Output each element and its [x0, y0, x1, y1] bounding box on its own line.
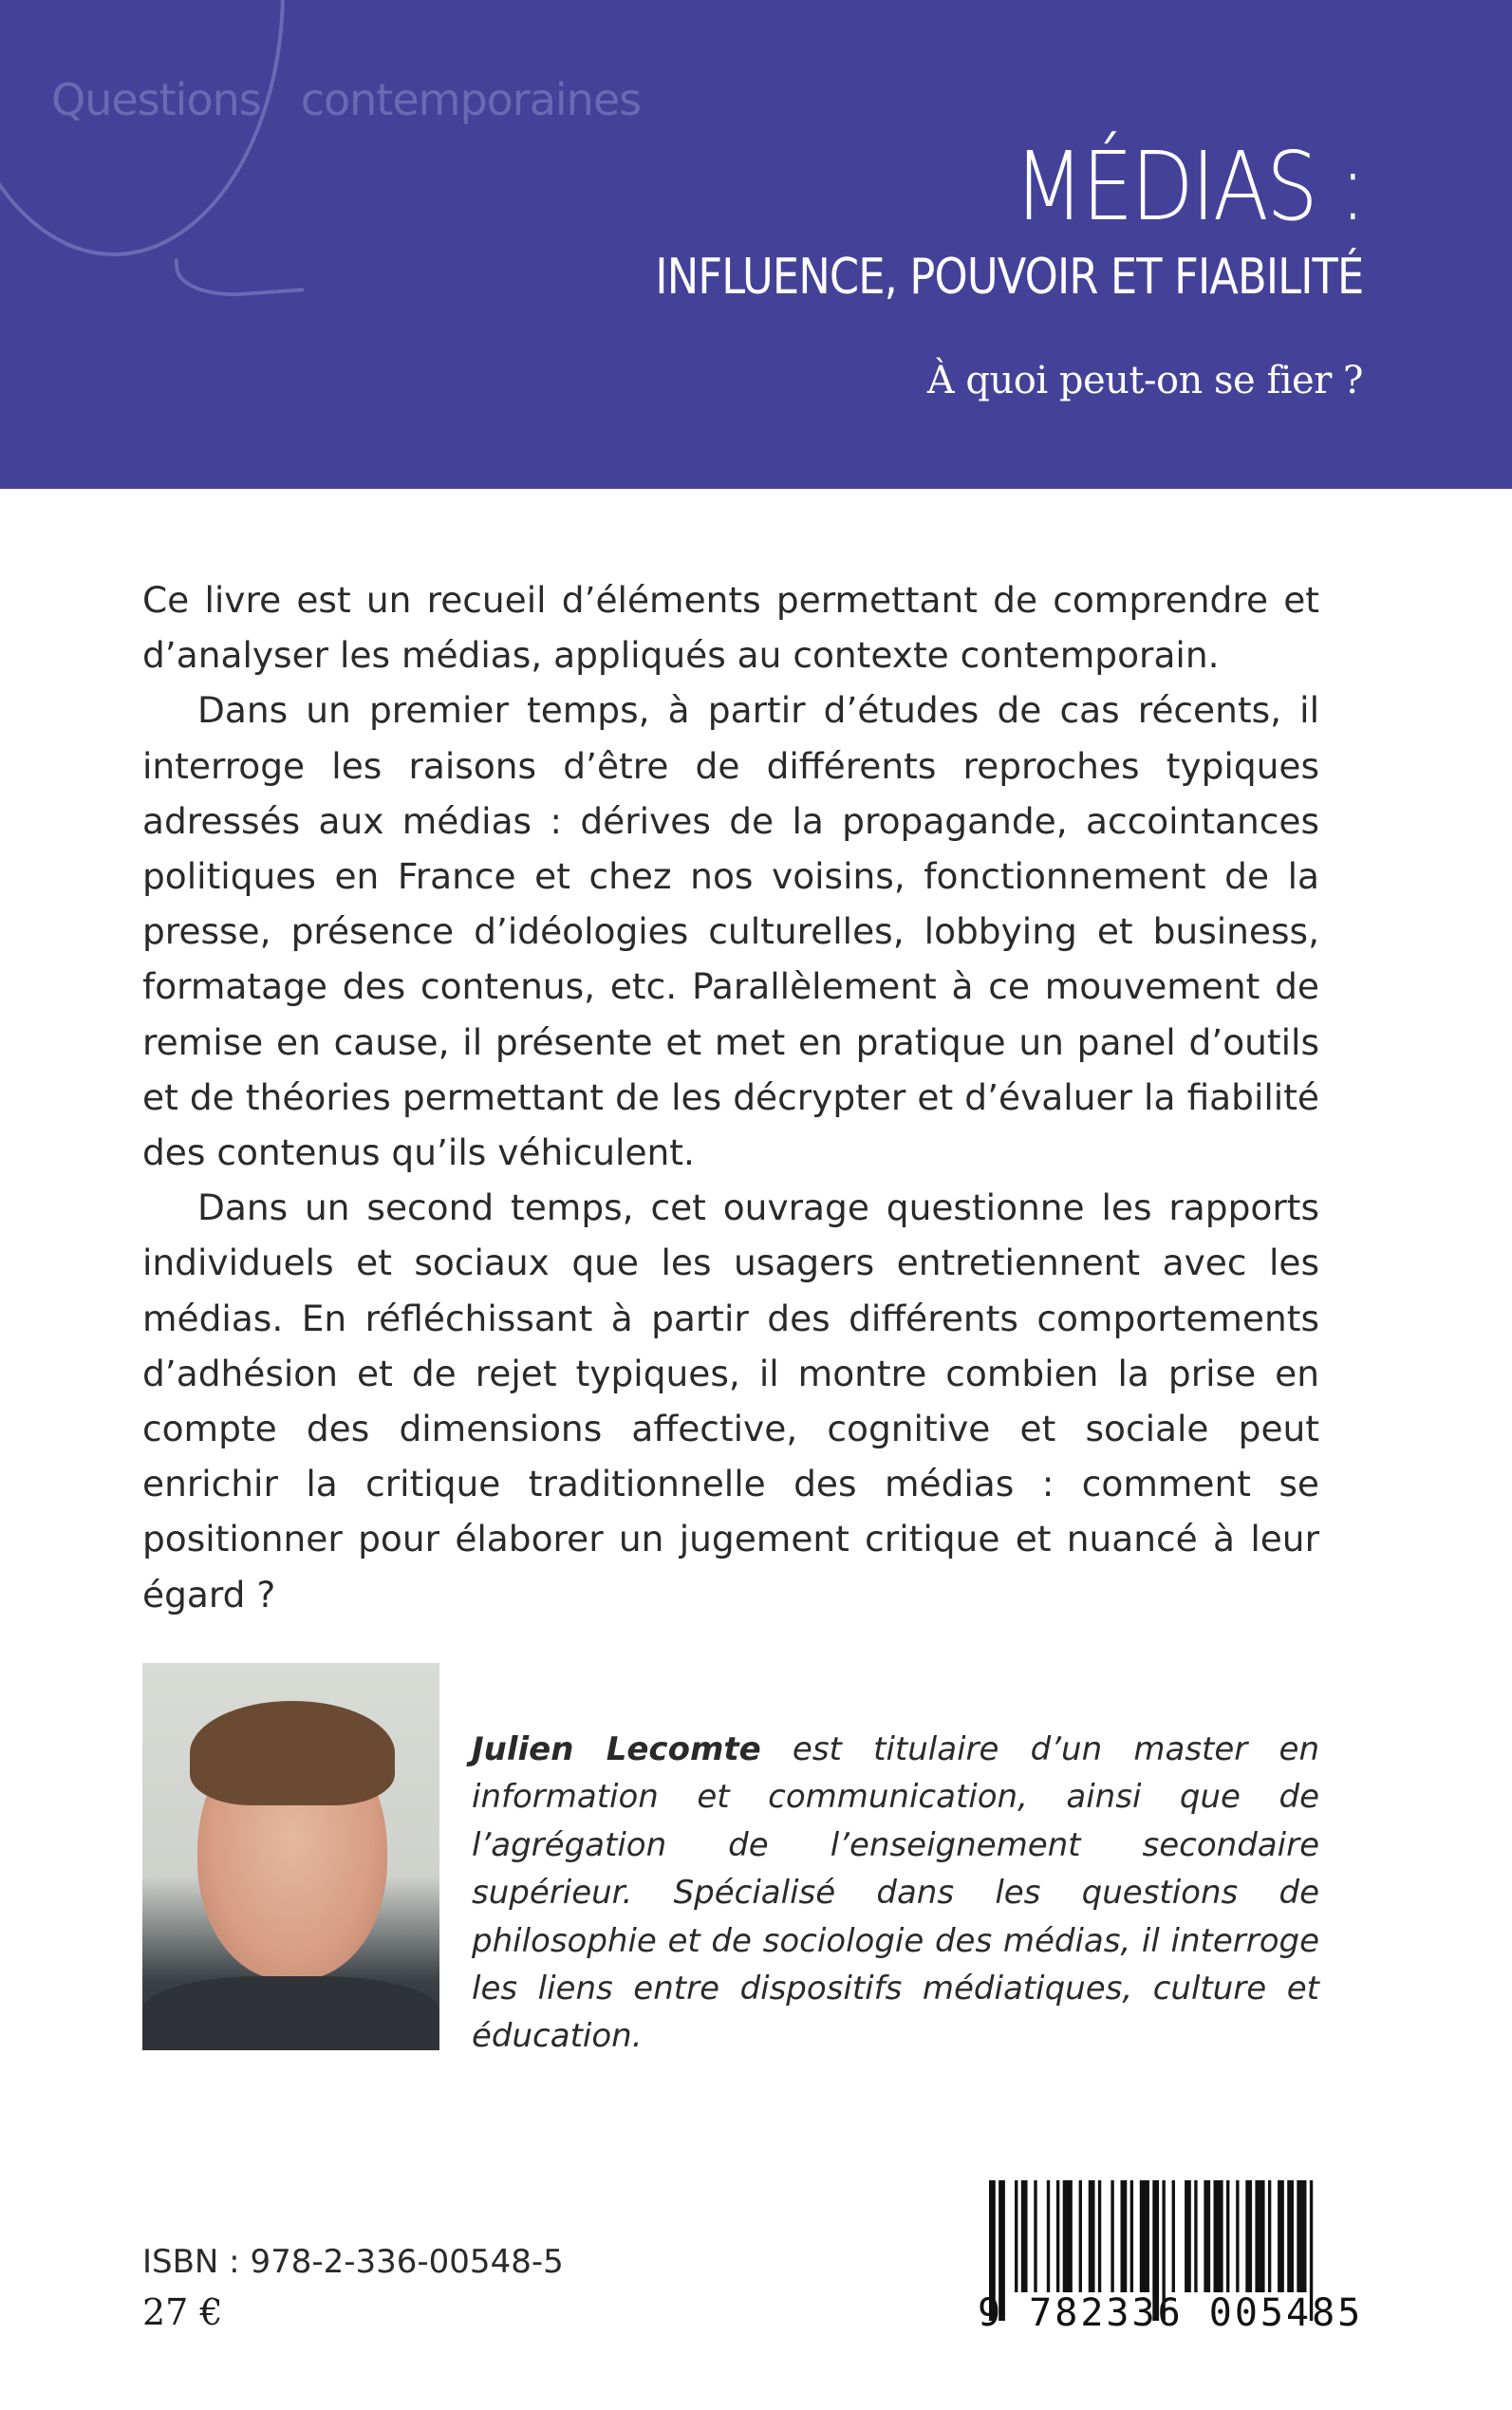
barcode-digits: 9 782336 005485 — [978, 2291, 1364, 2335]
series-word-2: contemporaines — [300, 74, 642, 125]
barcode-bar — [1121, 2180, 1128, 2292]
barcode-bar — [1111, 2180, 1113, 2292]
series-word-1: Questions — [51, 74, 261, 125]
barcode-bar — [1194, 2180, 1197, 2292]
barcode-bar — [1268, 2180, 1271, 2292]
series-name — [51, 74, 681, 125]
blurb-paragraph-3: Dans un second temps, cet ouvrage questionne les rapports individuels et sociaux que les usagers entretiennent avec les médias. En réfléchissant à partir des différents comportements d’adhésion et de rejet typiques, il montre combien la prise en compte des dimensions affective, cognitive et sociale peut enrichir la critique traditionnelle des médias : comment se positionner pour élaborer un jugement critique et nuancé à leur égard ? — [142, 1186, 1319, 1616]
barcode-bar — [1172, 2180, 1175, 2292]
barcode-bar — [1056, 2180, 1059, 2292]
barcode-bar — [1204, 2180, 1210, 2292]
barcode-bar — [1015, 2180, 1017, 2292]
barcode-bar — [1130, 2180, 1133, 2292]
barcode-bar — [1063, 2180, 1073, 2292]
barcode-bar — [1089, 2180, 1095, 2292]
barcode-bar — [1297, 2180, 1306, 2292]
blurb-paragraph-2: Dans un premier temps, à partir d’études de cas récents, il interroge les raisons d’être de différents reproches typiques adressés aux médias : dérives de la propagande, accointances politiques en France et chez nos voisins, fonctionnement de la presse, présence d’idéologies culturelles, lobbying et business, formatage des contenus, etc. Parallèlement à ce mouvement de remise en cause, il présente et met en pratique un panel d’outils et de théories permettant de les décrypter et d’évaluer la fiabilité des contenus qu’ils véhiculent. — [142, 689, 1319, 1174]
barcode-bar — [1021, 2180, 1028, 2292]
barcode-bar — [1255, 2180, 1264, 2292]
back-cover-blurb — [142, 572, 1319, 1622]
series-logo-q — [0, 0, 285, 256]
barcode-bar — [1098, 2180, 1101, 2292]
barcode-bar — [1079, 2180, 1082, 2292]
isbn: ISBN : 978-2-336-00548-5 — [142, 2243, 564, 2281]
book-tagline: À quoi peut-on se fier ? — [926, 359, 1363, 402]
barcode-bar — [1047, 2180, 1050, 2292]
cover-header — [0, 0, 1512, 489]
author-name: Julien Lecomte — [472, 1730, 761, 1768]
barcode-bar — [1245, 2180, 1252, 2292]
price: 27 € — [142, 2291, 223, 2333]
barcode-bar — [1185, 2180, 1191, 2292]
barcode-bar — [1226, 2180, 1229, 2292]
barcode-bar — [1278, 2180, 1284, 2292]
author-photo-shirt — [142, 1976, 439, 2050]
book-title: MÉDIAS : — [1013, 131, 1364, 242]
author-bio — [472, 1726, 1319, 2061]
barcode-bar — [1034, 2180, 1036, 2292]
author-bio-text: est titulaire d’un master en information et communication, ainsi que de l’agrégation de l’enseignement secondaire supérieur. Spécialisé dans les questions de philosophie et de sociologie des médias, il interroge les liens entre dispositifs médiatiques, culture et éducation. — [472, 1730, 1319, 2056]
author-photo — [142, 1663, 439, 2050]
barcode-bar — [1214, 2180, 1223, 2292]
book-subtitle: INFLUENCE, POUVOIR ET FIABILITÉ — [655, 249, 1363, 306]
blurb-paragraph-1: Ce livre est un recueil d’éléments permettant de comprendre et d’analyser les médias, appliqués au contexte contemporain. — [142, 579, 1319, 677]
barcode-bar — [1287, 2180, 1294, 2292]
author-photo-hair — [190, 1701, 395, 1805]
series-logo-q-tail — [175, 250, 305, 300]
barcode-bar — [1140, 2180, 1149, 2292]
barcode-bar — [1236, 2180, 1239, 2292]
